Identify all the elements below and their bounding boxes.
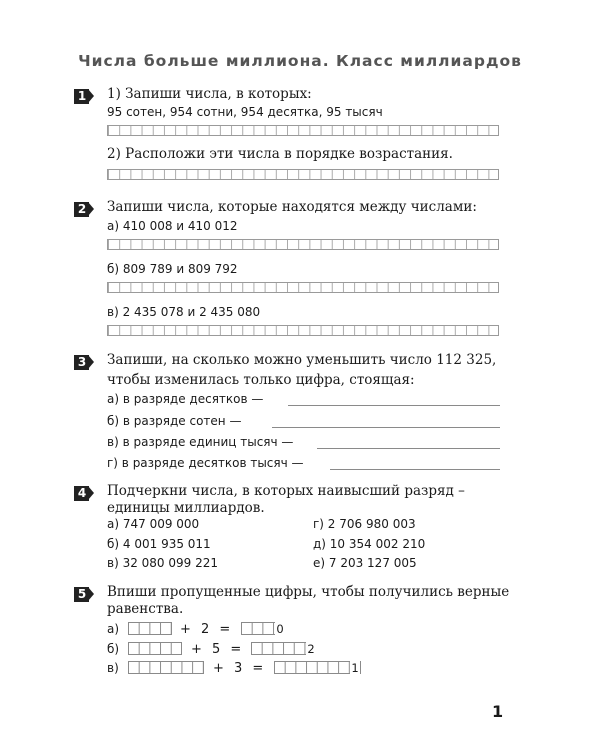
digit-cells[interactable]: [128, 661, 204, 674]
equation-a-label: а): [107, 622, 120, 636]
task-4-item-f: е) 7 203 127 005: [313, 556, 417, 570]
given-digit: 2: [307, 642, 315, 656]
task-number-1: 1: [74, 89, 94, 104]
task-4-question-line-1: Подчеркни числа, в которых наивысший разряд –: [107, 483, 465, 499]
digit-cells[interactable]: [128, 642, 182, 655]
answer-grid[interactable]: [107, 125, 499, 136]
task-4-question-line-2: единицы миллиардов.: [107, 500, 265, 516]
digit-cells[interactable]: [274, 661, 361, 674]
equation-b-label: б): [107, 642, 120, 656]
task-3-item-d: г) в разряде десятков тысяч —: [107, 456, 304, 470]
task-number-3: 3: [74, 355, 94, 370]
task-4-item-c: в) 32 080 099 221: [107, 556, 218, 570]
answer-grid[interactable]: [107, 325, 499, 336]
given-digit: 0: [276, 622, 284, 636]
answer-line[interactable]: [330, 469, 500, 470]
task-1-question-1: 1) Запиши числа, в которых:: [107, 86, 312, 102]
task-4-item-e: д) 10 354 002 210: [313, 537, 426, 551]
answer-grid[interactable]: [107, 282, 499, 293]
task-3-item-c: в) в разряде единиц тысяч —: [107, 435, 294, 449]
digit-cells[interactable]: [241, 622, 285, 635]
answer-grid[interactable]: [107, 169, 499, 180]
equation-a-operator: + 2 =: [180, 622, 231, 637]
task-number-4: 4: [74, 486, 94, 501]
task-4-item-d: г) 2 706 980 003: [313, 517, 416, 531]
task-4-item-a: а) 747 009 000: [107, 517, 200, 531]
task-3-item-b: б) в разряде сотен —: [107, 414, 242, 428]
given-digit: 1: [351, 661, 359, 675]
answer-grid[interactable]: [107, 239, 499, 250]
task-4-item-b: б) 4 001 935 011: [107, 537, 211, 551]
task-1-question-2: 2) Расположи эти числа в порядке возрастания.: [107, 146, 453, 162]
task-1-detail: 95 сотен, 954 сотни, 954 десятка, 95 тысяч: [107, 105, 383, 119]
task-5-question-line-2: равенства.: [107, 601, 184, 617]
equation-b-operator: + 5 =: [191, 642, 242, 657]
task-number-2: 2: [74, 202, 94, 217]
equation-c-operator: + 3 =: [213, 661, 264, 676]
task-3-question-line-2: чтобы изменилась только цифра, стоящая:: [107, 372, 415, 388]
task-2-item-c: в) 2 435 078 и 2 435 080: [107, 305, 261, 319]
task-2-item-b: б) 809 789 и 809 792: [107, 262, 238, 276]
task-3-item-a: а) в разряде десятков —: [107, 392, 264, 406]
equation-c-label: в): [107, 661, 119, 675]
answer-line[interactable]: [272, 427, 500, 428]
digit-cells[interactable]: [128, 622, 172, 635]
task-2-item-a: а) 410 008 и 410 012: [107, 219, 238, 233]
page-title: Числа больше миллиона. Класс миллиардов: [78, 52, 522, 70]
task-number-5: 5: [74, 587, 94, 602]
task-2-question: Запиши числа, которые находятся между числами:: [107, 199, 477, 215]
task-3-question-line-1: Запиши, на сколько можно уменьшить число 112 325,: [107, 352, 497, 368]
answer-line[interactable]: [317, 448, 500, 449]
task-5-question-line-1: Впиши пропущенные цифры, чтобы получились верные: [107, 584, 510, 600]
digit-cells[interactable]: [251, 642, 316, 655]
page-number: 1: [492, 702, 504, 721]
answer-line[interactable]: [288, 405, 500, 406]
